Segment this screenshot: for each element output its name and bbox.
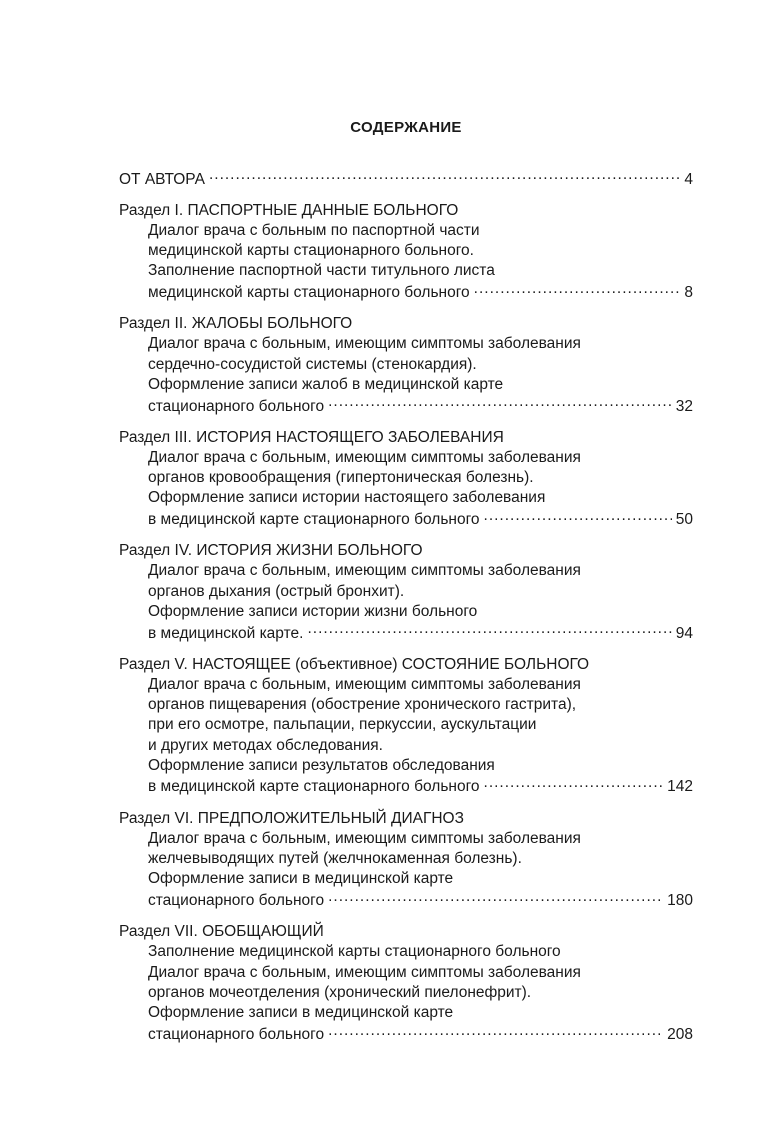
- toc-subline: [119, 561, 693, 581]
- toc-heading-text: Раздел IV. ИСТОРИЯ ЖИЗНИ БОЛЬНОГО: [119, 542, 423, 560]
- toc-entry-heading[interactable]: [119, 314, 693, 334]
- toc-subline: [119, 395, 693, 417]
- toc-subline-text: медицинской карты стационарного больного.: [148, 242, 474, 260]
- toc-subline: [119, 1023, 693, 1045]
- toc-subline-text: в медицинской карте стационарного больного: [148, 511, 480, 529]
- toc-subline: [119, 375, 693, 395]
- toc-heading-text: Раздел V. НАСТОЯЩЕЕ (объективное) СОСТОЯНИЕ БОЛЬНОГО: [119, 655, 590, 673]
- page-title: СОДЕРЖАНИЕ: [350, 119, 462, 136]
- toc-subline-text: Оформление записи истории настоящего заболевания: [148, 489, 546, 507]
- toc-subline-text: в медицинской карте.: [148, 624, 304, 642]
- page-number: 32: [675, 397, 693, 415]
- toc-subline: [119, 582, 693, 602]
- toc-subline: [119, 963, 693, 983]
- toc-subline-text: Диалог врача с больным по паспортной части: [148, 221, 480, 239]
- toc-subline-text: при его осмотре, пальпации, перкуссии, аускультации: [148, 716, 537, 734]
- toc-subline-text: Диалог врача с больным, имеющим симптомы заболевания: [148, 829, 581, 847]
- toc-subline: [119, 849, 693, 869]
- toc-entry-heading[interactable]: [119, 201, 693, 221]
- toc-subline: [119, 602, 693, 622]
- toc-subline-text: желчевыводящих путей (желчнокаменная болезнь).: [148, 850, 522, 868]
- toc-subline: [119, 776, 693, 798]
- toc-subline: [119, 241, 693, 261]
- toc-subline: [119, 869, 693, 889]
- toc-subline-text: в медицинской карте стационарного больного: [148, 778, 480, 796]
- toc-subline: [119, 983, 693, 1003]
- toc-heading-text: Раздел III. ИСТОРИЯ НАСТОЯЩЕГО ЗАБОЛЕВАНИЯ: [119, 428, 504, 446]
- page-number: 4: [684, 170, 693, 188]
- toc-entry-heading[interactable]: [119, 168, 693, 190]
- toc-subline-text: Оформление записи жалоб в медицинской карте: [148, 375, 504, 393]
- toc-heading-text: Раздел VI. ПРЕДПОЛОЖИТЕЛЬНЫЙ ДИАГНОЗ: [119, 809, 464, 827]
- toc-subline: [119, 890, 693, 912]
- dot-leader: [484, 509, 672, 525]
- toc-entry-heading[interactable]: [119, 541, 693, 561]
- toc-subline: [119, 355, 693, 375]
- toc-subline-text: медицинской карты стационарного больного: [148, 284, 470, 302]
- toc-subline-text: Оформление записи результатов обследования: [148, 756, 495, 774]
- page-number: 208: [667, 1025, 693, 1043]
- toc-entry: [119, 314, 693, 417]
- page-number: 142: [667, 778, 693, 796]
- toc-subline-text: Оформление записи в медицинской карте: [148, 870, 454, 888]
- toc-entry: [119, 168, 693, 190]
- toc-entry-heading[interactable]: [119, 428, 693, 448]
- toc-subline: [119, 468, 693, 488]
- toc-subline-text: Диалог врача с больным, имеющим симптомы заболевания: [148, 963, 581, 981]
- toc-subline-text: Диалог врача с больным, имеющим симптомы заболевания: [148, 562, 581, 580]
- toc-subline-text: и других методах обследования.: [148, 736, 383, 754]
- toc-subline-text: Диалог врача с больным, имеющим симптомы заболевания: [148, 675, 581, 693]
- toc-subline: [119, 622, 693, 644]
- toc-heading-text: Раздел I. ПАСПОРТНЫЕ ДАННЫЕ БОЛЬНОГО: [119, 201, 459, 219]
- toc-heading-text: Раздел II. ЖАЛОБЫ БОЛЬНОГО: [119, 315, 353, 333]
- toc-entry: [119, 428, 693, 531]
- page-number: 180: [667, 892, 693, 909]
- page-number: 8: [684, 284, 693, 302]
- toc-subline: [119, 261, 693, 281]
- dot-leader: [307, 622, 671, 638]
- dot-leader: [474, 282, 681, 298]
- toc-entry: [119, 655, 693, 798]
- toc-subline-text: Диалог врача с больным, имеющим симптомы заболевания: [148, 335, 581, 353]
- toc-subline-text: стационарного больного: [148, 892, 325, 909]
- toc-entry: [119, 809, 693, 912]
- toc-subline: [119, 756, 693, 776]
- dot-leader: [328, 890, 663, 906]
- page-number: 50: [675, 511, 693, 529]
- toc-subline-text: органов кровообращения (гипертоническая болезнь).: [148, 469, 534, 487]
- dot-leader: [484, 776, 664, 792]
- toc-heading-text: Раздел VII. ОБОБЩАЮЩИЙ: [119, 923, 324, 941]
- table-of-contents: [119, 168, 693, 1056]
- toc-subline: [119, 282, 693, 304]
- toc-entry-heading[interactable]: [119, 922, 693, 942]
- toc-subline: [119, 675, 693, 695]
- toc-subline: [119, 695, 693, 715]
- toc-subline: [119, 942, 693, 962]
- toc-entry-heading[interactable]: [119, 655, 693, 675]
- toc-subline-text: Диалог врача с больным, имеющим симптомы заболевания: [148, 448, 581, 466]
- page-number: 94: [675, 624, 693, 642]
- toc-entry: [119, 541, 693, 644]
- toc-subline: [119, 334, 693, 354]
- dot-leader: [328, 1023, 663, 1039]
- toc-heading-text: ОТ АВТОРА: [119, 170, 205, 188]
- toc-subline-text: стационарного больного: [148, 1025, 325, 1043]
- toc-subline: [119, 715, 693, 735]
- toc-subline-text: органов мочеотделения (хронический пиелонефрит).: [148, 983, 532, 1001]
- toc-subline-text: Заполнение медицинской карты стационарного больного: [148, 943, 561, 961]
- toc-subline: [119, 509, 693, 531]
- toc-subline-text: Оформление записи истории жизни больного: [148, 602, 478, 620]
- toc-entry: [119, 201, 693, 304]
- toc-subline: [119, 1003, 693, 1023]
- toc-subline-text: Оформление записи в медицинской карте: [148, 1004, 454, 1022]
- toc-subline-text: органов пищеварения (обострение хронического гастрита),: [148, 696, 577, 714]
- toc-subline: [119, 829, 693, 849]
- toc-subline: [119, 221, 693, 241]
- toc-subline-text: Заполнение паспортной части титульного листа: [148, 262, 495, 280]
- toc-subline-text: сердечно-сосудистой системы (стенокардия).: [148, 355, 477, 373]
- toc-subline: [119, 736, 693, 756]
- toc-entry-heading[interactable]: [119, 809, 693, 829]
- toc-subline: [119, 488, 693, 508]
- toc-subline: [119, 448, 693, 468]
- toc-entry: [119, 922, 693, 1045]
- dot-leader: [209, 168, 680, 184]
- toc-subline-text: органов дыхания (острый бронхит).: [148, 582, 405, 600]
- toc-subline-text: стационарного больного: [148, 397, 325, 415]
- dot-leader: [328, 395, 672, 411]
